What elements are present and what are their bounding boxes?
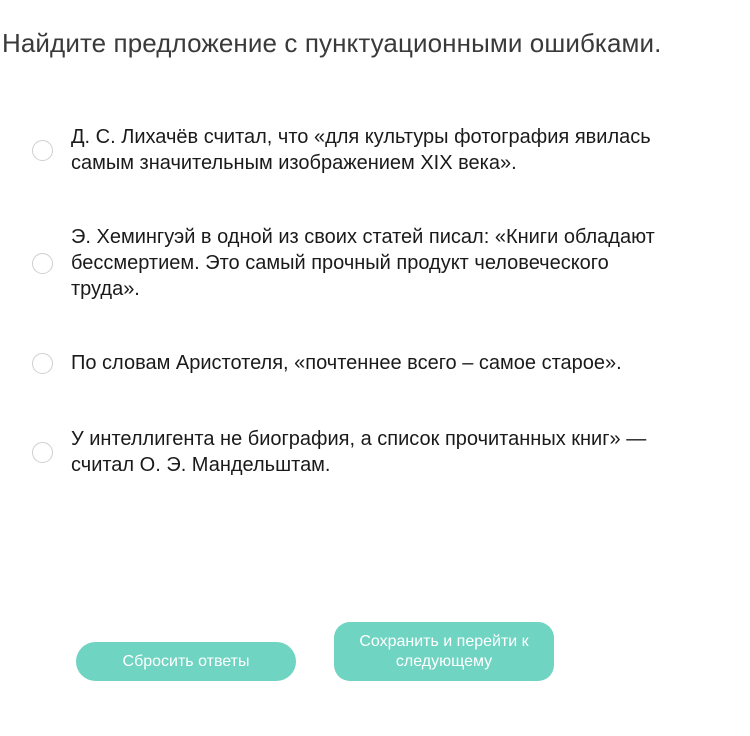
answer-option-label: У интеллигента не биография, а список прочитанных книг» — считал О. Э. Мандельштам. bbox=[71, 428, 647, 476]
answer-option-label: По словам Аристотеля, «почтеннее всего – самое старое». bbox=[71, 352, 622, 374]
answer-option-label: Д. С. Лихачёв считал, что «для культуры фотография явилась самым значительным изображением XIX века». bbox=[71, 126, 651, 174]
reset-answers-button[interactable]: Сбросить ответы bbox=[76, 642, 296, 681]
answer-option-4[interactable] bbox=[32, 426, 732, 478]
answer-option-1[interactable] bbox=[32, 124, 732, 176]
answer-option-2[interactable] bbox=[32, 224, 732, 302]
radio-button[interactable] bbox=[32, 140, 53, 161]
answer-option-label: Э. Хемингуэй в одной из своих статей писал: «Книги обладают бессмертием. Это самый прочный продукт человеческого труда». bbox=[71, 226, 655, 300]
answer-option-3[interactable] bbox=[32, 350, 732, 376]
radio-button[interactable] bbox=[32, 353, 53, 374]
question-title: Найдите предложение с пунктуационными ошибками. bbox=[2, 28, 662, 58]
radio-button[interactable] bbox=[32, 253, 53, 274]
save-and-next-button[interactable]: Сохранить и перейти к следующему bbox=[334, 622, 554, 681]
radio-button[interactable] bbox=[32, 442, 53, 463]
